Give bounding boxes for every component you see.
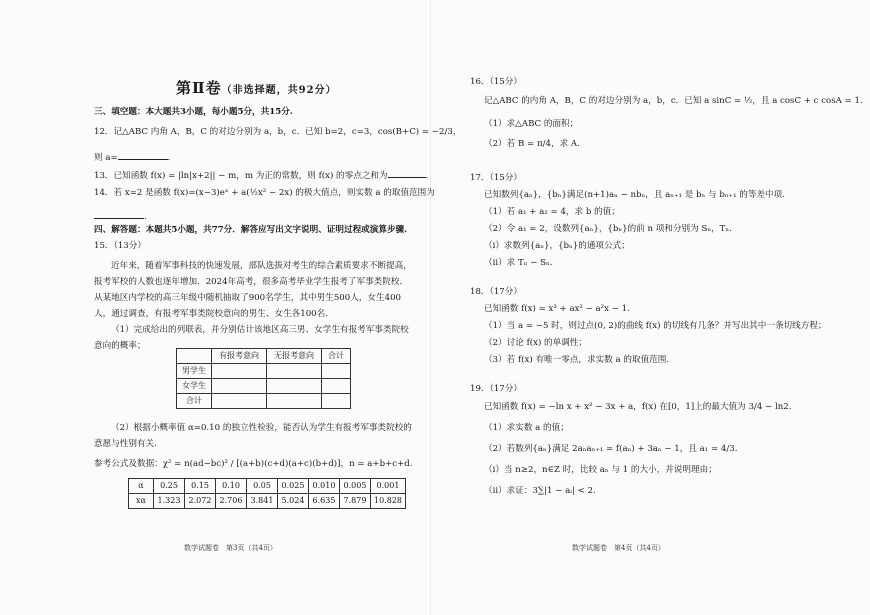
question-15-heading: 15．（13分） — [94, 241, 146, 251]
question-19-part2: （2）若数列{aₙ}满足 2aₙaₙ₊₁ = f(aₙ) + 3aₙ − 1，且 a₁ = 4/3. — [484, 444, 738, 454]
question-18-part2: （2）讨论 f(x) 的单调性； — [484, 338, 588, 348]
question-19-stem: 已知函数 f(x) = −ln x + x² − 3x + a，f(x) 在[0，1]上的最大值为 3/4 − ln2. — [484, 402, 792, 412]
question-12-answer: 则 a= . — [94, 153, 171, 163]
table-header: 无报考意向 — [267, 349, 322, 364]
question-17-heading: 17．（15分） — [470, 173, 522, 183]
reference-formula: 参考公式及数据：χ² = n(ad−bc)² / [(a+b)(c+d)(a+c)(b+d)]，n = a+b+c+d. — [94, 459, 413, 469]
table-header: 有报考意向 — [212, 349, 267, 364]
section4-heading: 四、解答题：本题共5小题，共77分．解答应写出文字说明、证明过程或演算步骤. — [94, 225, 408, 235]
question-16-heading: 16．（15分） — [470, 77, 522, 87]
question-16-stem: 记△ABC 的内角 A，B，C 的对边分别为 a，b，c．已知 a sinC = ½，且 a cosC + c cosA = 1. — [484, 96, 863, 106]
question-19-part2-i: （i）当 n≥2，n∈Z 时，比较 aₙ 与 1 的大小，并说明理由； — [484, 465, 717, 475]
page-fold — [430, 0, 431, 615]
table-row: α 0.25 0.15 0.10 0.05 0.025 0.010 0.005 0.001 — [129, 479, 406, 494]
page-footer: 数学试题卷 第3页（共4页） — [184, 544, 277, 552]
section3-heading: 三、填空题：本大题共3小题，每小题5分，共15分. — [94, 107, 293, 117]
question-18-part3: （3）若 f(x) 有唯一零点，求实数 a 的取值范围. — [484, 355, 670, 365]
question-15-stem: 近年来，随着军事科技的快速发展，部队选拔对考生的综合素质要求不断提高，报考军校的人数也逐年增加．2024年高考，很多高考毕业学生报考了军事类院校．从某地区内学校的高三年级中随机抽取了900名学生，其中男生500人，女生400人，通过调查，有报考军事类院校意向的男生、女生各100名. — [94, 261, 412, 319]
table-header — [177, 349, 212, 364]
answer-blank[interactable] — [94, 210, 144, 219]
table-row: 女学生 — [177, 379, 351, 394]
question-19-part1: （1）求实数 a 的值； — [484, 423, 569, 433]
table-row: 男学生 — [177, 364, 351, 379]
question-16-part2: （2）若 B = π/4，求 A. — [484, 139, 580, 149]
question-14-answer: . — [94, 210, 147, 223]
critical-value-table — [128, 478, 406, 509]
section-title: 第Ⅱ卷（非选择题，共92分） — [176, 79, 337, 97]
question-17-part2-i: （i）求数列{aₙ}，{bₙ}的通项公式； — [484, 241, 630, 251]
question-18-part1: （1）当 a = −5 时，则过点(0, 2)的曲线 f(x) 的切线有几条？并写出其中一条切线方程； — [484, 321, 827, 331]
answer-blank[interactable] — [388, 169, 426, 178]
contingency-table — [176, 348, 351, 409]
page-footer: 数学试题卷 第4页（共4页） — [572, 544, 665, 552]
answer-blank[interactable] — [118, 151, 168, 160]
question-18-heading: 18．（17分） — [470, 287, 522, 297]
question-12: 12．记△ABC 内角 A，B，C 的对边分别为 a，b，c．已知 b=2，c=3，cos(B+C) = −2/3， — [94, 127, 462, 137]
question-19-heading: 19．（17分） — [470, 384, 522, 394]
question-17-part2-ii: （ii）求 Tₙ − Sₙ. — [484, 258, 553, 268]
question-19-part2-ii: （ii）求证：3∑|1 − aᵢ| < 2. — [484, 486, 596, 496]
table-row: xα 1.323 2.072 2.706 3.841 5.024 6.635 7.879 10.828 — [129, 494, 406, 509]
question-17-part1: （1）若 a₁ + a₂ = 4，求 b 的值； — [484, 207, 620, 217]
question-16-part1: （1）求△ABC 的面积； — [484, 119, 579, 129]
question-15-part2: （2）根据小概率值 α=0.10 的独立性检验，能否认为学生有报考军事类院校的意愿与性别有关. — [94, 423, 412, 449]
question-17-stem: 已知数列{aₙ}，{bₙ}满足(n+1)aₙ − nbₙ，且 aₙ₊₁ 是 bₙ 与 bₙ₊₁ 的等差中项. — [484, 190, 785, 200]
question-18-stem: 已知函数 f(x) = x³ + ax² − a²x − 1. — [484, 304, 630, 314]
table-row: 合计 — [177, 394, 351, 409]
question-13: 13．已知函数 f(x) = |ln|x+2|| − m，m 为正的常数，则 f(x) 的零点之和为 . — [94, 171, 429, 181]
question-14: 14．若 x=2 是函数 f(x)=(x−3)eˣ + a(½x² − 2x) 的极大值点，则实数 a 的取值范围为 — [94, 188, 435, 198]
question-15-part1: （1）完成给出的列联表，并分别估计该地区高三男、女学生有报考军事类院校意向的概率； — [94, 325, 409, 351]
question-17-part2: （2）令 a₁ = 2，设数列{aₙ}，{bₙ}的前 n 项和分别为 Sₙ，Tₙ. — [484, 224, 732, 234]
table-header: 合计 — [322, 349, 351, 364]
